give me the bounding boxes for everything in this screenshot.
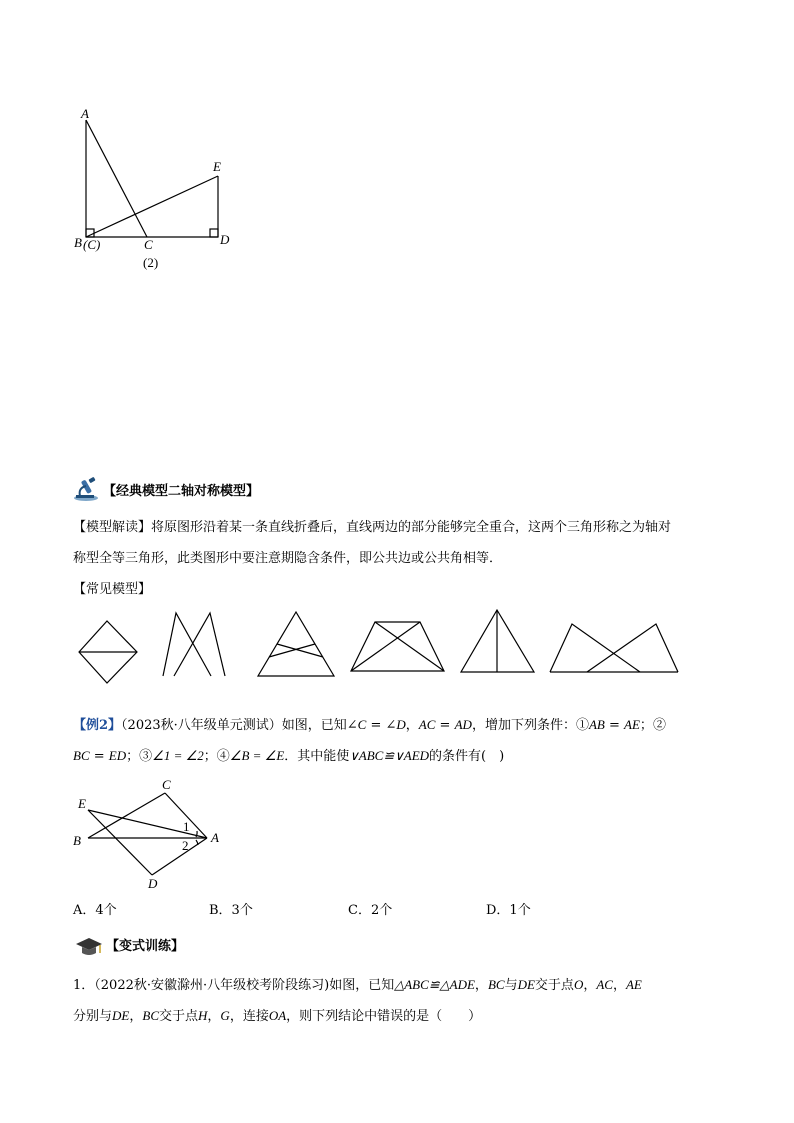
point-bc-label: (C) xyxy=(83,237,101,252)
example2-line2: BC = ED；③∠1 = ∠2；④∠B = ∠E．其中能使∨ABC≌∨AED的条件有( ) xyxy=(73,748,505,764)
option-a: A．4个 xyxy=(73,903,117,918)
option-c: C．2个 xyxy=(348,903,393,918)
svg-text:D: D xyxy=(148,876,158,891)
training-q1-line2: 分别与DE，BC交于点H，G，连接OA，则下列结论中错误的是（ ） xyxy=(73,1008,482,1024)
figure-caption: (2) xyxy=(143,255,159,270)
point-c-label: C xyxy=(144,237,153,252)
svg-text:C: C xyxy=(162,777,171,792)
model-interpret-line2: 称型全等三角形，此类图形中要注意期隐含条件，即公共边或公共角相等． xyxy=(73,551,503,566)
graduation-cap-icon xyxy=(74,936,104,958)
svg-text:E: E xyxy=(78,796,86,811)
model-interpret-line1: 【模型解读】将原图形沿着某一条直线折叠后，直线两边的部分能够完全重合，这两个三角形称之为轴对 xyxy=(73,520,672,535)
svg-text:A: A xyxy=(211,830,219,845)
training-heading: 【变式训练】 xyxy=(106,939,185,954)
option-d: D．1个 xyxy=(486,903,531,918)
point-d-label: D xyxy=(220,232,230,247)
common-models-label: 【常见模型】 xyxy=(73,582,152,597)
example2-tag: 【例2】 xyxy=(73,718,122,733)
point-b-label: B xyxy=(74,235,82,250)
example2-line1: 【例2】（2023秋·八年级单元测试）如图，已知∠C = ∠D，AC = AD，增加下列条件：①AB = AE；② xyxy=(73,717,666,733)
point-e-label: E xyxy=(213,159,221,174)
option-b: B．3个 xyxy=(209,903,253,918)
svg-text:2: 2 xyxy=(182,838,189,853)
svg-text:B: B xyxy=(73,833,81,848)
model-heading: 【经典模型二轴对称模型】 xyxy=(103,484,260,499)
training-q1-line1: 1．（2022秋·安徽滁州·八年级校考阶段练习)如图，已知△ABC≌△ADE，BC与DE交于点O，AC，AE xyxy=(73,977,642,993)
svg-text:1: 1 xyxy=(183,819,190,834)
point-a-label: A xyxy=(81,106,89,121)
